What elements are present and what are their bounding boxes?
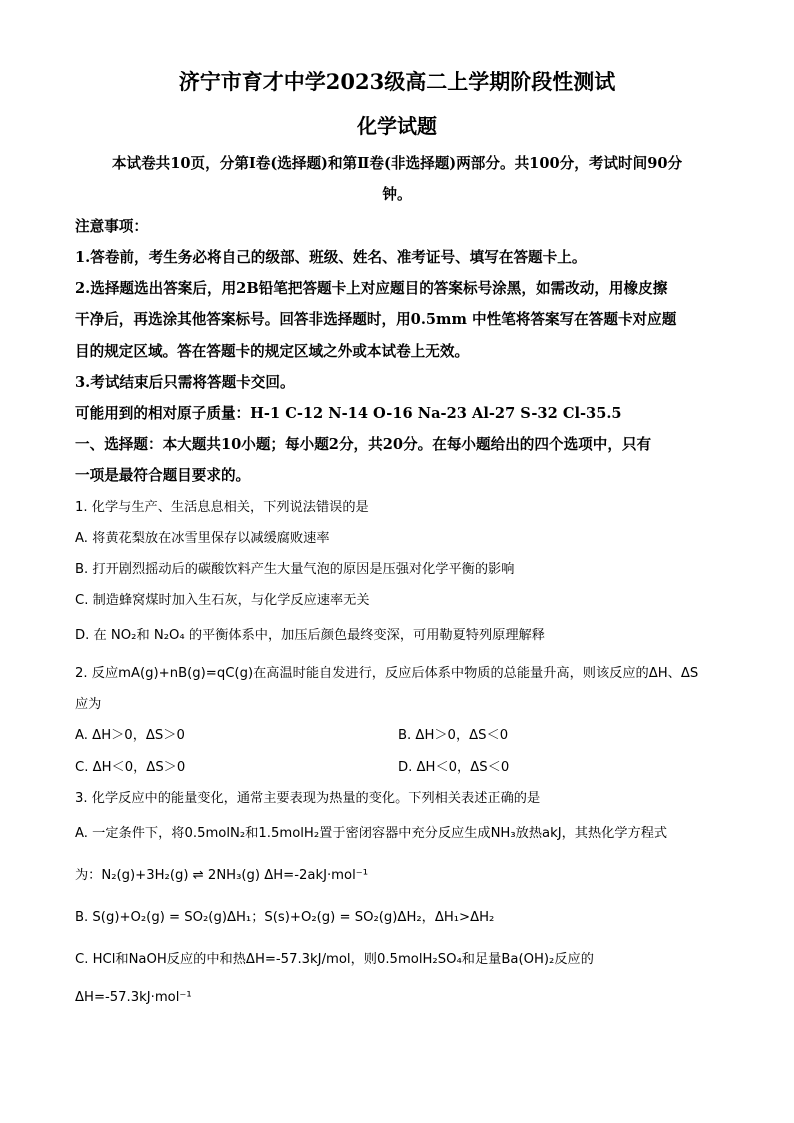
intro-line-1: 本试卷共10页，分第Ⅰ卷(选择题)和第Ⅱ卷(非选择题)两部分。共100分，考试时间90分 <box>111 155 683 172</box>
q1-option-b: B. 打开剧烈摇动后的碳酸饮料产生大量气泡的原因是压强对化学平衡的影响 <box>75 562 515 577</box>
q3-stem: 3. 化学反应中的能量变化，通常主要表现为热量的变化。下列相关表述正确的是 <box>75 791 541 806</box>
q3-option-c-line-2: ΔH=-57.3kJ·mol⁻¹ <box>75 990 192 1005</box>
note-1: 1.答卷前，考生务必将自己的级部、班级、姓名、准考证号、填写在答题卡上。 <box>75 249 587 266</box>
q1-option-a: A. 将黄花梨放在冰雪里保存以减缓腐败速率 <box>75 531 330 546</box>
q2-option-c: C. ΔH＜0，ΔS＞0 <box>75 760 186 775</box>
intro-line-2: 钟。 <box>382 186 412 203</box>
note-2-line-3: 目的规定区域。答在答题卡的规定区域之外或本试卷上无效。 <box>75 343 470 360</box>
note-3: 3.考试结束后只需将答题卡交回。 <box>75 374 295 391</box>
q2-option-d: D. ΔH＜0，ΔS＜0 <box>398 760 510 775</box>
q3-option-b: B. S(g)+O₂(g) = SO₂(g)ΔH₁；S(s)+O₂(g) = SO₂(g)ΔH₂，ΔH₁>ΔH₂ <box>75 910 495 925</box>
note-2-line-2: 干净后，再选涂其他答案标号。回答非选择题时，用0.5mm 中性笔将答案写在答题卡对应题 <box>75 311 677 328</box>
section-1-heading-line-2: 一项是最符合题目要求的。 <box>75 467 251 484</box>
exam-title: 济宁市育才中学2023级高二上学期阶段性测试 <box>178 69 616 94</box>
notes-heading: 注意事项： <box>75 218 148 235</box>
q2-option-a: A. ΔH＞0，ΔS＞0 <box>75 728 185 743</box>
q1-option-c: C. 制造蜂窝煤时加入生石灰，与化学反应速率无关 <box>75 593 370 608</box>
note-2-line-1: 2.选择题选出答案后，用2B铅笔把答题卡上对应题目的答案标号涂黑，如需改动，用橡皮擦 <box>75 280 668 297</box>
q1-option-d: D. 在 NO₂和 N₂O₄ 的平衡体系中，加压后颜色最终变深，可用勒夏特列原理解释 <box>75 628 545 643</box>
q2-option-b: B. ΔH＞0，ΔS＜0 <box>398 728 509 743</box>
q3-option-a-line-1: A. 一定条件下，将0.5molN₂和1.5molH₂置于密闭容器中充分反应生成NH₃放热akJ，其热化学方程式 <box>75 826 668 841</box>
q3-option-c-line-1: C. HCl和NaOH反应的中和热ΔH=-57.3kJ/mol，则0.5molH₂SO₄和足量Ba(OH)₂反应的 <box>75 952 594 967</box>
q2-stem-line-2: 应为 <box>75 697 102 712</box>
atomic-masses: 可能用到的相对原子质量：H-1 C-12 N-14 O-16 Na-23 Al-27 S-32 Cl-35.5 <box>75 405 622 422</box>
exam-subtitle: 化学试题 <box>357 114 437 138</box>
q3-option-a-line-2: 为：N₂(g)+3H₂(g) ⇌ 2NH₃(g) ΔH=-2akJ·mol⁻¹ <box>75 868 368 883</box>
q1-stem: 1. 化学与生产、生活息息相关，下列说法错误的是 <box>75 500 369 515</box>
q2-stem-line-1: 2. 反应mA(g)+nB(g)=qC(g)在高温时能自发进行，反应后体系中物质的总能量升高，则该反应的ΔH、ΔS <box>75 666 699 681</box>
section-1-heading-line-1: 一、选择题：本大题共10小题；每小题2分，共20分。在每小题给出的四个选项中，只有 <box>75 436 652 453</box>
